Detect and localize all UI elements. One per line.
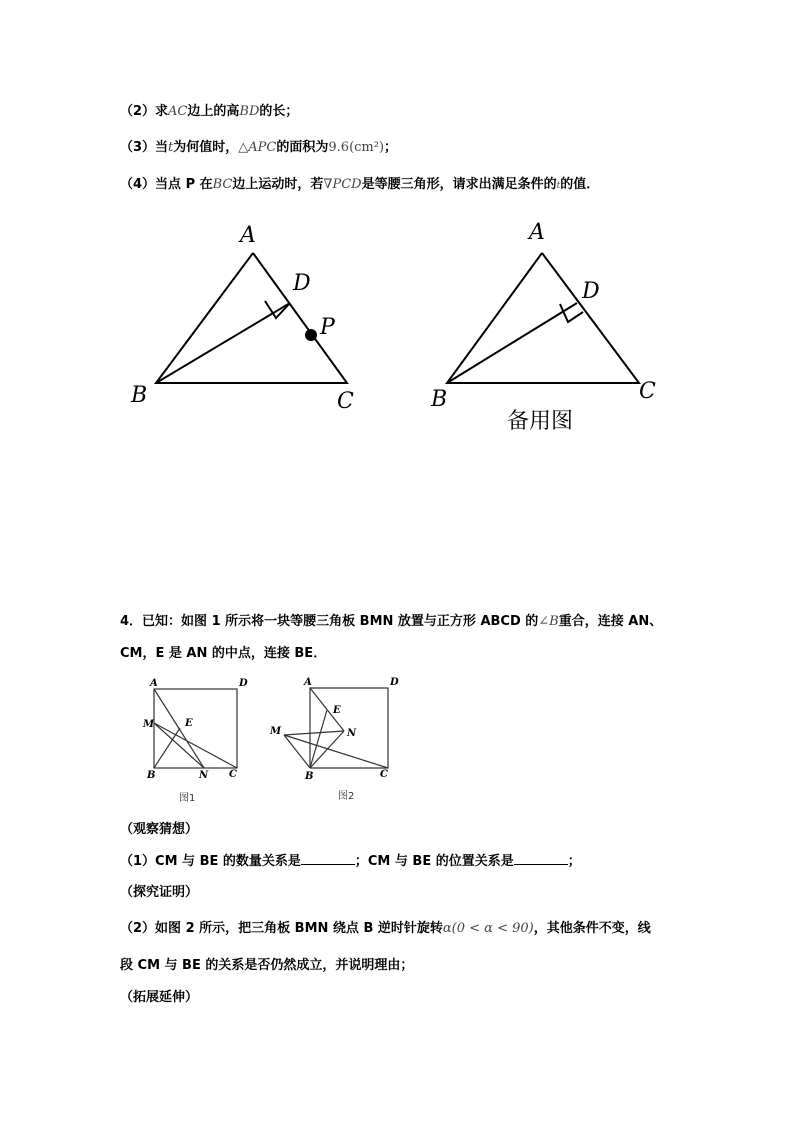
label-a: A xyxy=(304,677,312,688)
segment-mn xyxy=(284,731,344,735)
figure-triangle-left xyxy=(156,253,347,383)
triangle-abc xyxy=(447,253,639,383)
text: 是等腰三角形，请求出满足条件的 xyxy=(361,177,557,192)
math: ∠B xyxy=(538,614,559,629)
text: （3）当 xyxy=(120,140,169,155)
math: BD xyxy=(239,104,260,119)
label-d: D xyxy=(582,279,600,304)
label-d: D xyxy=(293,271,311,296)
answer-blank[interactable] xyxy=(514,852,568,865)
label-c: C xyxy=(639,379,656,404)
caption-fig1: 图1 xyxy=(179,793,196,804)
math: ∇PCD xyxy=(323,177,362,192)
text: 重合，连接 AN、 xyxy=(558,614,663,629)
label-b: B xyxy=(131,383,148,408)
figure-triangle-right xyxy=(447,253,639,383)
q4-stem-line-1 xyxy=(120,613,662,631)
q4-item-2-line-1 xyxy=(120,920,651,938)
label-e: E xyxy=(333,705,341,716)
text: 为何值时， xyxy=(173,140,239,155)
label-a: A xyxy=(529,220,545,245)
text: ；CM 与 BE 的位置关系是 xyxy=(354,854,514,869)
triangle-abc xyxy=(156,253,347,383)
text: （4）当点 P 在 xyxy=(120,177,213,192)
segment-mc xyxy=(154,723,237,768)
math: t xyxy=(556,181,561,191)
label-c: C xyxy=(380,769,388,780)
text: ； xyxy=(384,140,398,155)
label-p: P xyxy=(320,315,335,340)
label-d: D xyxy=(390,677,399,688)
math: AC xyxy=(168,104,188,119)
answer-blank[interactable] xyxy=(301,852,355,865)
altitude-bd xyxy=(447,303,577,383)
square-abcd xyxy=(154,689,237,768)
text: 4．已知：如图 1 所示将一块等腰三角板 BMN 放置与正方形 ABCD 的 xyxy=(120,614,539,629)
caption-fig2: 图2 xyxy=(338,791,355,802)
label-c: C xyxy=(229,769,237,780)
label-b: B xyxy=(431,387,448,412)
label-n: N xyxy=(347,728,357,739)
segment-mb xyxy=(284,735,310,768)
explore-heading: （探究证明） xyxy=(120,885,199,900)
point-p xyxy=(305,329,317,341)
math: BC xyxy=(212,177,233,192)
observe-heading: （观察猜想） xyxy=(120,822,199,837)
text: 边上运动时，若 xyxy=(232,177,324,192)
label-m: M xyxy=(143,719,155,730)
extend-heading: （拓展延伸） xyxy=(120,990,199,1005)
text: （2）如图 2 所示，把三角板 BMN 绕点 B 逆时针旋转 xyxy=(120,921,443,936)
text: 的值． xyxy=(560,177,600,192)
figure-2 xyxy=(284,688,388,768)
label-n: N xyxy=(199,770,209,781)
text: （2）求 xyxy=(120,104,169,119)
text: 边上的高 xyxy=(187,104,240,119)
text: ； xyxy=(567,854,581,869)
altitude-bd xyxy=(156,303,290,383)
q4-item-1 xyxy=(120,852,581,871)
figure-1 xyxy=(154,689,237,768)
text: （1）CM 与 BE 的数量关系是 xyxy=(120,854,301,869)
text: 的面积为 xyxy=(276,140,329,155)
label-b: B xyxy=(147,770,156,781)
label-c: C xyxy=(337,389,354,414)
text: 的长； xyxy=(259,104,299,119)
math: 9.6(cm²) xyxy=(328,140,385,155)
caption-spare: 备用图 xyxy=(507,409,574,434)
q4-item-2-line-2: 段 CM 与 BE 的关系是否仍然成立，并说明理由； xyxy=(120,958,414,973)
label-e: E xyxy=(185,718,193,729)
label-m: M xyxy=(270,726,282,737)
math: △APC xyxy=(238,140,277,155)
text: ，其他条件不变，线 xyxy=(533,921,651,936)
label-a: A xyxy=(240,223,256,248)
label-d: D xyxy=(239,678,248,689)
label-b: B xyxy=(305,771,314,782)
math: α(0 < α < 90) xyxy=(442,921,534,936)
math: t xyxy=(168,140,174,155)
label-a: A xyxy=(150,678,158,689)
q4-stem-line-2: CM，E 是 AN 的中点，连接 BE． xyxy=(120,646,327,661)
